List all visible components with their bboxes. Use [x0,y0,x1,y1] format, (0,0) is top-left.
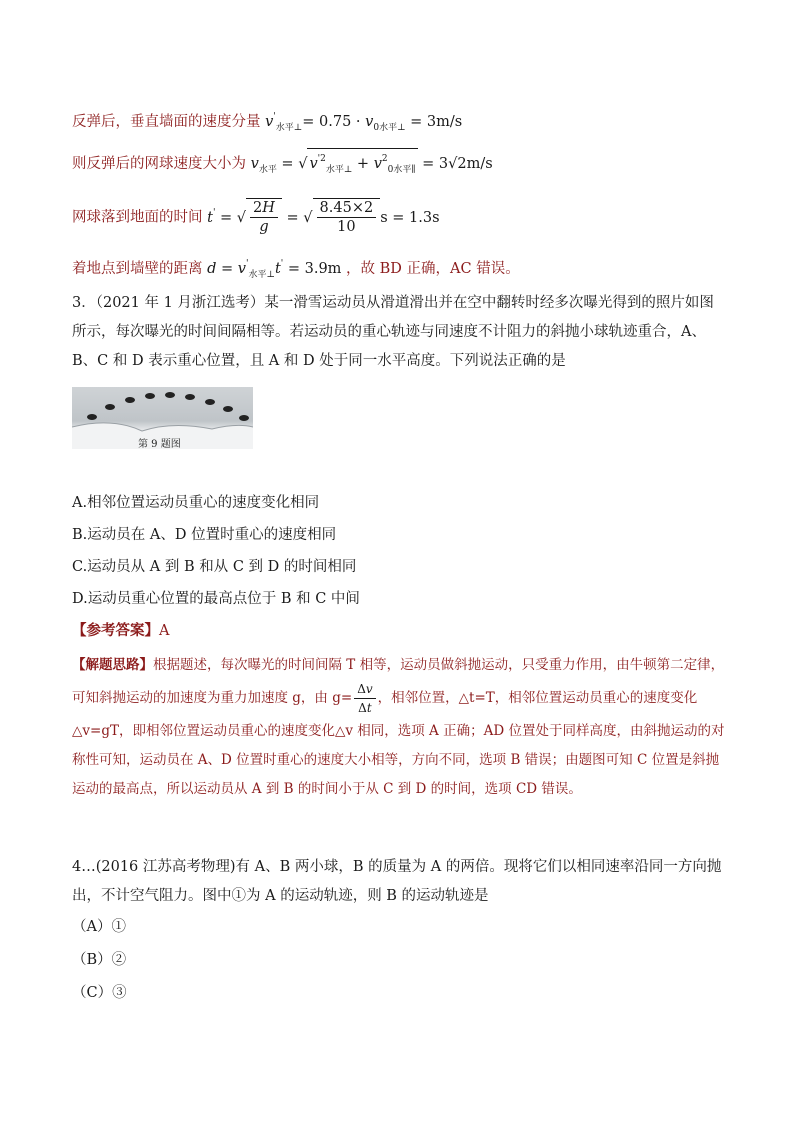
solution-line-1 [72,107,462,138]
solution-line-1-text: 反弹后，垂直墙面的速度分量 [72,114,261,130]
question-3-option-a: A.相邻位置运动员重心的速度变化相同 [72,495,320,511]
solution-line-4-tail: ，故 BD 正确，AC 错误。 [346,261,520,277]
solution-line-2-text: 则反弹后的网球速度大小为 [72,156,246,172]
question-3-option-c: C.运动员从 A 到 B 和从 C 到 D 的时间相同 [72,559,357,575]
formula-2: $v_{水平}$ = √ $v^{'2}_{水平\perp} + v^2_{0水平\parallel} = 3√2m/s$ [251,156,493,172]
question-3-option-b: B.运动员在 A、D 位置时重心的速度相同 [72,527,337,543]
formula-3: t' = √ $\frac{2H}{g}$ = √ $\frac{8.45\times 2}{10}$ s = 1.3s [207,200,440,235]
formula-4: $d = v'_{水平\perp}t' = 3.9m$ [207,259,342,280]
solution-line-2 [72,148,493,180]
question-4-option-b: （B）② [72,952,127,968]
question-4-stem: 4…(2016 江苏高考物理)有 A、B 两小球，B 的质量为 A 的两倍。现将它们以相同速率沿同一方向抛出，不计空气阻力。图中①为 A 的运动轨迹，则 B 的运动轨迹是 [72,859,722,904]
answer-label: 【参考答案】 [72,622,159,639]
question-3-stem: 3．（2021 年 1 月浙江选考）某一滑雪运动员从滑道滑出并在空中翻转时经多次曝光得到的照片如图所示，每次曝光的时间间隔相等。若运动员的重心轨迹与同速度不计阻力的斜抛小球轨迹重合，A、B、C 和 D 表示重心位置，且 A 和 D 处于同一水平高度。下列说法正确的是 [72,295,714,369]
solution-line-3 [72,198,440,236]
formula-1: $v'_{水平\perp}= 0.75 \cdot v_{0水平\perp} = 3m/s$ [265,112,463,133]
answer-value: A [159,623,170,639]
question-4-option-c: （C）③ [72,985,127,1001]
question-4-option-a: （A）① [72,919,126,935]
solution-line-4 [72,254,520,285]
figure-caption: 第 9 题图 [138,439,181,450]
question-3-option-d: D.运动员重心位置的最高点位于 B 和 C 中间 [72,591,360,607]
solution-line-3-text: 网球落到地面的时间 [72,209,203,226]
analysis-paragraph: 【解题思路】根据题述，每次曝光的时间间隔 T 相等，运动员做斜抛运动，只受重力作用，由牛顿第二定律，可知斜抛运动的加速度为重力加速度 g，由 g= $\frac{\Delta v}{\Delta t}$ ，相邻位置，△t=T，相邻位置运动员重心的速度变化△v=gT，即相邻位置运动员重心的速度变化△v 相同，选项 A 正确；AD 位置处于同样高度，由斜抛运动的对称性可知，运动员在 A、D 位置时重心的速度大小相等，方向不同，选项 B 错误；由题图可知 C 位置是斜抛运动的最高点，所以运动员从 A 到 B 的时间小于从 C 到 D 的时间，选项 CD 错误。 [72,657,725,797]
solution-line-4-text: 着地点到墙壁的距离 [72,261,203,277]
analysis-label: 【解题思路】 [72,657,153,673]
answer-line [72,621,169,641]
